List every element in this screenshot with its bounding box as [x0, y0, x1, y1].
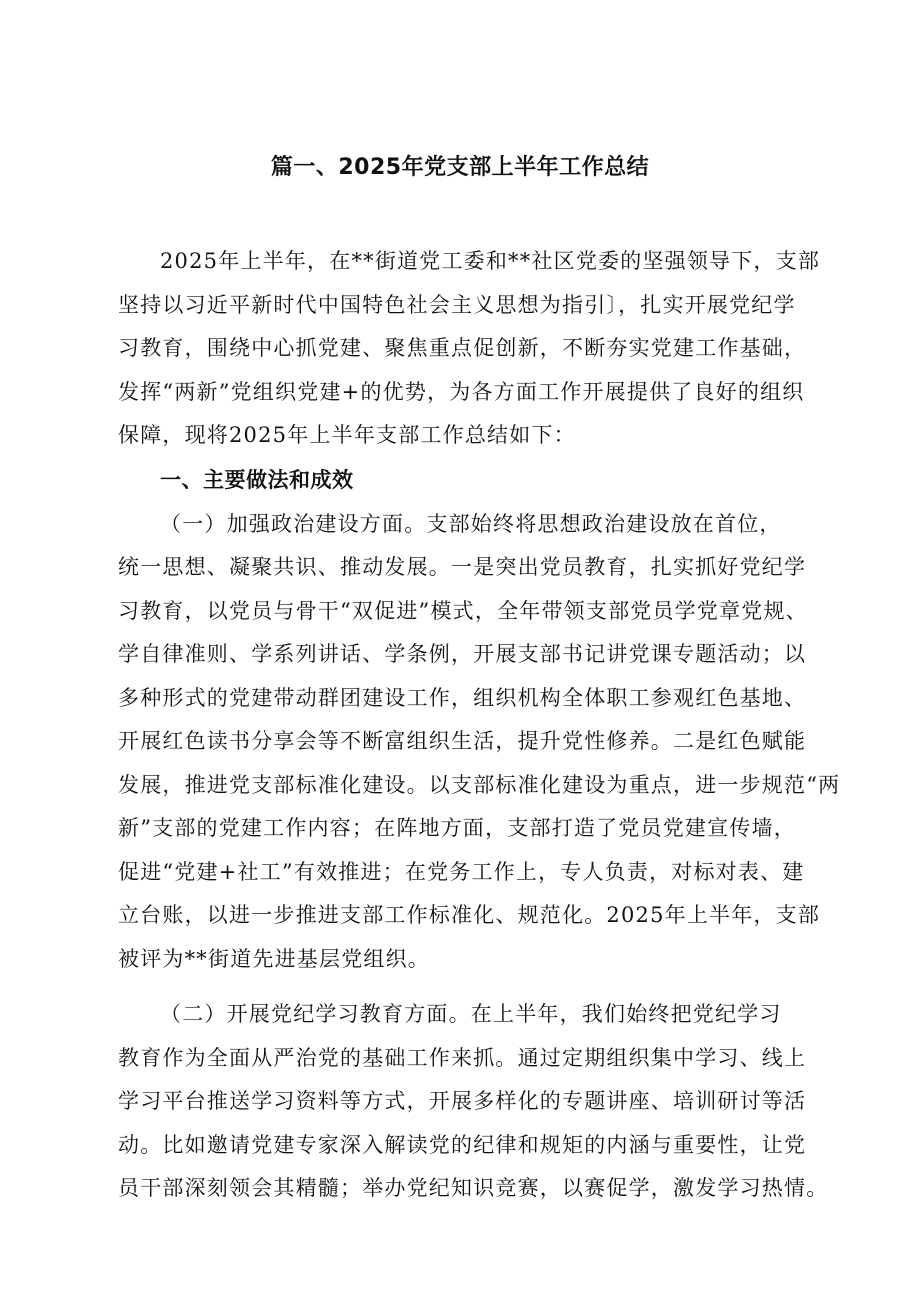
intro-line-5: 保障，现将2025年上半年支部工作总结如下： [118, 423, 576, 447]
para1-line-10: 立台账，以进一步推进支部工作标准化、规范化。2025年上半年，支部 [118, 903, 821, 927]
paragraph-gap [118, 981, 838, 993]
para1-line-4: 学自律准则、学系列讲话、学条例，开展支部书记讲党课专题活动；以 [118, 642, 807, 666]
intro-line-3: 习教育，围绕中心抓党建、聚焦重点促创新，不断夯实党建工作基础， [118, 336, 807, 360]
document-title: 篇一、2025年党支部上半年工作总结 [270, 155, 650, 180]
document-body [118, 240, 841, 1211]
para1-line-2: 统一思想、凝聚共识、推动发展。一是突出党员教育，扎实抓好党纪学 [118, 555, 807, 579]
para2-line-2: 教育作为全面从严治党的基础工作来抓。通过定期组织集中学习、线上 [118, 1045, 807, 1070]
para2-line-3: 学习平台推送学习资料等方式，开展多样化的专题讲座、培训研讨等活 [118, 1089, 807, 1113]
para2-line-4: 动。比如邀请党建专家深入解读党的纪律和规矩的内涵与重要性，让党 [118, 1132, 807, 1157]
para1-line-7: 发展，推进党支部标准化建设。以支部标准化建设为重点，进一步规范“两 [118, 772, 841, 797]
para2-line-1: （二）开展党纪学习教育方面。在上半年，我们始终把党纪学习 [160, 1002, 782, 1026]
para1-line-1: （一）加强政治建设方面。支部始终将思想政治建设放在首位， [160, 511, 782, 536]
intro-line-4: 发挥“两新”党组织党建+的优势，为各方面工作开展提供了良好的组织 [118, 379, 805, 404]
intro-line-2: 坚持以习近平新时代中国特色社会主义思想为指引〕，扎实开展党纪学 [118, 292, 796, 317]
para1-line-11: 被评为**街道先进基层党组织。 [118, 946, 430, 971]
para2-line-5: 员干部深刻领会其精髓；举办党纪知识竞赛，以赛促学，激发学习热情。 [118, 1176, 829, 1200]
para1-line-5: 多种形式的党建带动群团建设工作，组织机构全体职工参观红色基地、 [118, 685, 807, 710]
para1-line-9: 促进“党建+社工”有效推进；在党务工作上，专人负责，对标对表、建 [118, 859, 805, 884]
para1-line-6: 开展红色读书分享会等不断富组织生活，提升党性修养。二是红色赋能 [118, 729, 807, 753]
para1-line-3: 习教育，以党员与骨干“双促进”模式，全年带领支部党员学党章党规、 [118, 598, 808, 623]
intro-line-1: 2025年上半年，在**街道党工委和**社区党委的坚强领导下，支部 [160, 249, 821, 273]
para1-line-8: 新”支部的党建工作内容；在阵地方面，支部打造了党员党建宣传墙， [118, 816, 796, 840]
section-heading: 一、主要做法和成效 [160, 467, 354, 492]
